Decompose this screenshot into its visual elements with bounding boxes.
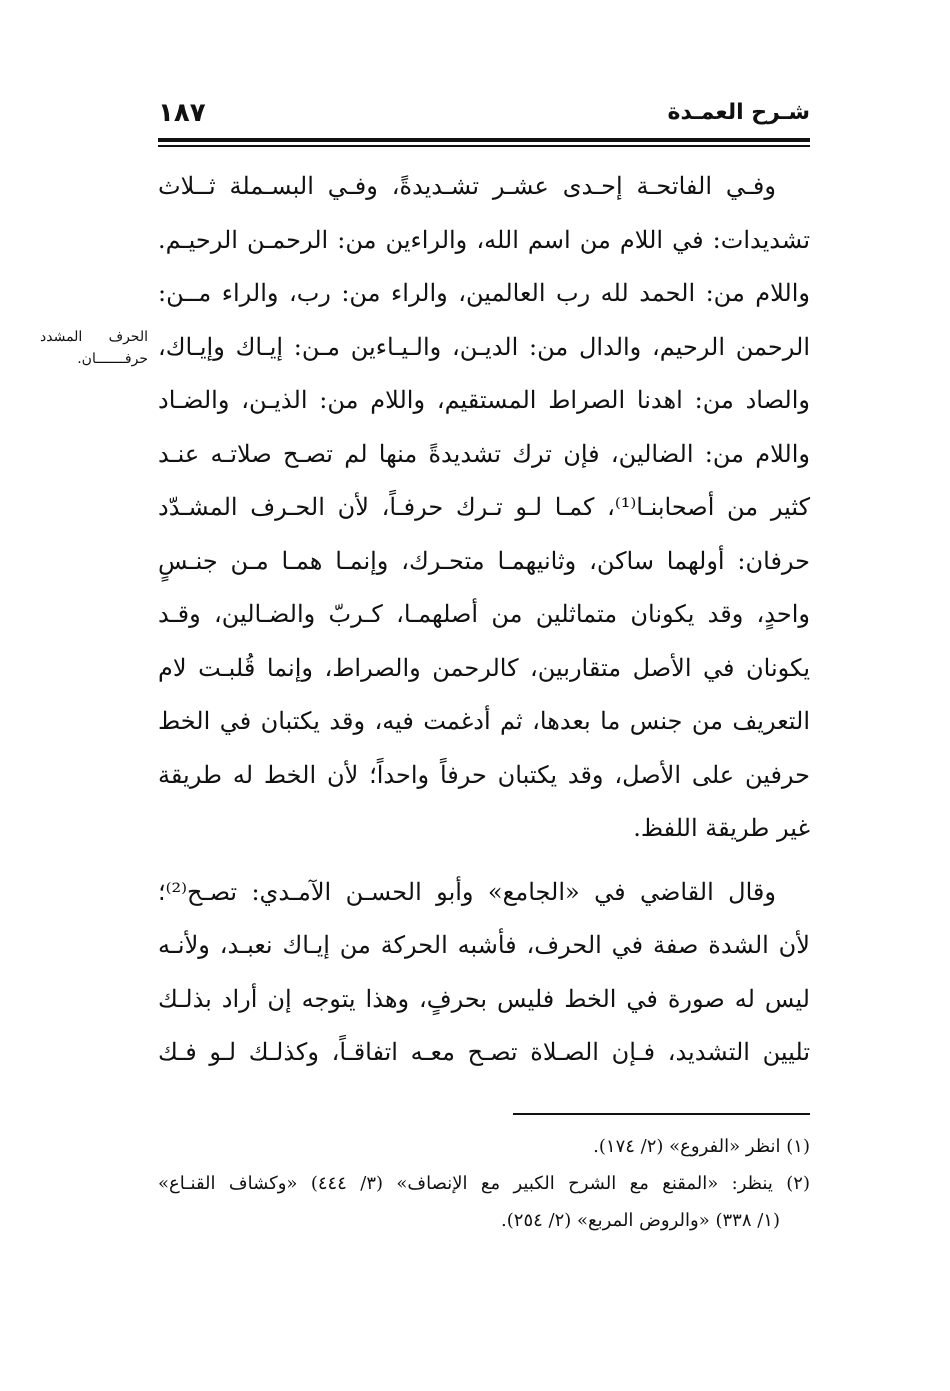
text-line: ليس له صورة في الخط فليس بحرفٍ، وهذا يتوجه إن أراد بذلـك bbox=[158, 984, 810, 1013]
text-line: والصاد من: اهدنا الصراط المستقيم، واللام من: الذيـن، والضـاد bbox=[158, 386, 810, 414]
paragraph-1 bbox=[158, 160, 810, 856]
margin-note-line: حرفـــــــان. bbox=[77, 351, 148, 367]
header-rule-thin bbox=[158, 145, 810, 147]
text-line: تليين التشديد، فـإن الصـلاة تصـح معـه اتفاقـاً، وكذلـك لـو فـك bbox=[158, 1038, 810, 1066]
text-line: واللام من: الحمد لله رب العالمين، والراء من: رب، والراء مــن: bbox=[158, 279, 810, 307]
footnote-1: (١) انظر «الفروع» (٢/ ١٧٤). bbox=[593, 1136, 810, 1157]
text-line: الرحمن الرحيم، والدال من: الديـن، والـيـاءين مـن: إيـاك وإيـاك، bbox=[158, 332, 810, 361]
text-line: تشديدات: في اللام من اسم الله، والراءين من: الرحمـن الرحيـم. bbox=[158, 225, 810, 254]
footnote-2-continuation: (١/ ٣٣٨) «والروض المربع» (٢/ ٢٥٤). bbox=[501, 1210, 780, 1231]
text-line: وقال القاضي في «الجامع» وأبو الحسـن الآمـدي: تصـح⁽²⁾؛ bbox=[158, 877, 776, 906]
text-line: حرفان: أولهما ساكن، وثانيهمـا متحـرك، وإنمـا همـا مـن جنـسٍ bbox=[158, 546, 810, 575]
text-line: التعريف من جنس ما بعدها، ثم أدغمت فيه، وقد يكتبان في الخط bbox=[158, 707, 810, 735]
page-number: ١٨٧ bbox=[158, 98, 206, 128]
text-line: كثير من أصحابنـا⁽¹⁾، كمـا لـو تـرك حرفـاً، لأن الحـرف المشـدّد bbox=[158, 493, 811, 521]
text-line: حرفين على الأصل، وقد يكتبان حرفاً واحداً؛ لأن الخط له طريقة bbox=[158, 760, 811, 789]
text-line: واللام من: الضالين، فإن ترك تشديدةً منها لم تصـح صلاتـه عنـد bbox=[158, 439, 810, 468]
footnote-rule bbox=[513, 1113, 810, 1115]
footnote-2: (٢) ينظر: «المقنع مع الشرح الكبير مع الإنصاف» (٣/ ٤٤٤) «وكشاف القنـاع» bbox=[158, 1173, 810, 1194]
main-text bbox=[158, 160, 810, 1080]
text-line: وفـي الفاتحـة إحـدى عشـر تشـديدةً، وفـي البسـملة ثــلاث bbox=[158, 172, 776, 200]
header-rule-thick bbox=[158, 138, 810, 142]
text-line: واحدٍ، وقد يكونان متماثلين من أصلهمـا، كـربّ والضـالين، وقـد bbox=[158, 600, 810, 628]
margin-note-line: الحرف المشدد bbox=[40, 329, 148, 345]
text-line: غير طريقة اللفظ. bbox=[633, 814, 810, 842]
margin-note bbox=[40, 326, 148, 370]
paragraph-gap bbox=[158, 856, 810, 866]
running-title: شـرح العمـدة bbox=[667, 100, 810, 125]
paragraph-2 bbox=[158, 866, 810, 1080]
text-line: لأن الشدة صفة في الحرف، فأشبه الحركة من إيـاك نعبـد، ولأنـه bbox=[158, 931, 810, 959]
footnotes bbox=[158, 1128, 810, 1239]
text-line: يكونان في الأصل متقاربين، كالرحمن والصراط، وإنما قُلبـت لام bbox=[158, 653, 810, 682]
page-header bbox=[158, 100, 810, 138]
